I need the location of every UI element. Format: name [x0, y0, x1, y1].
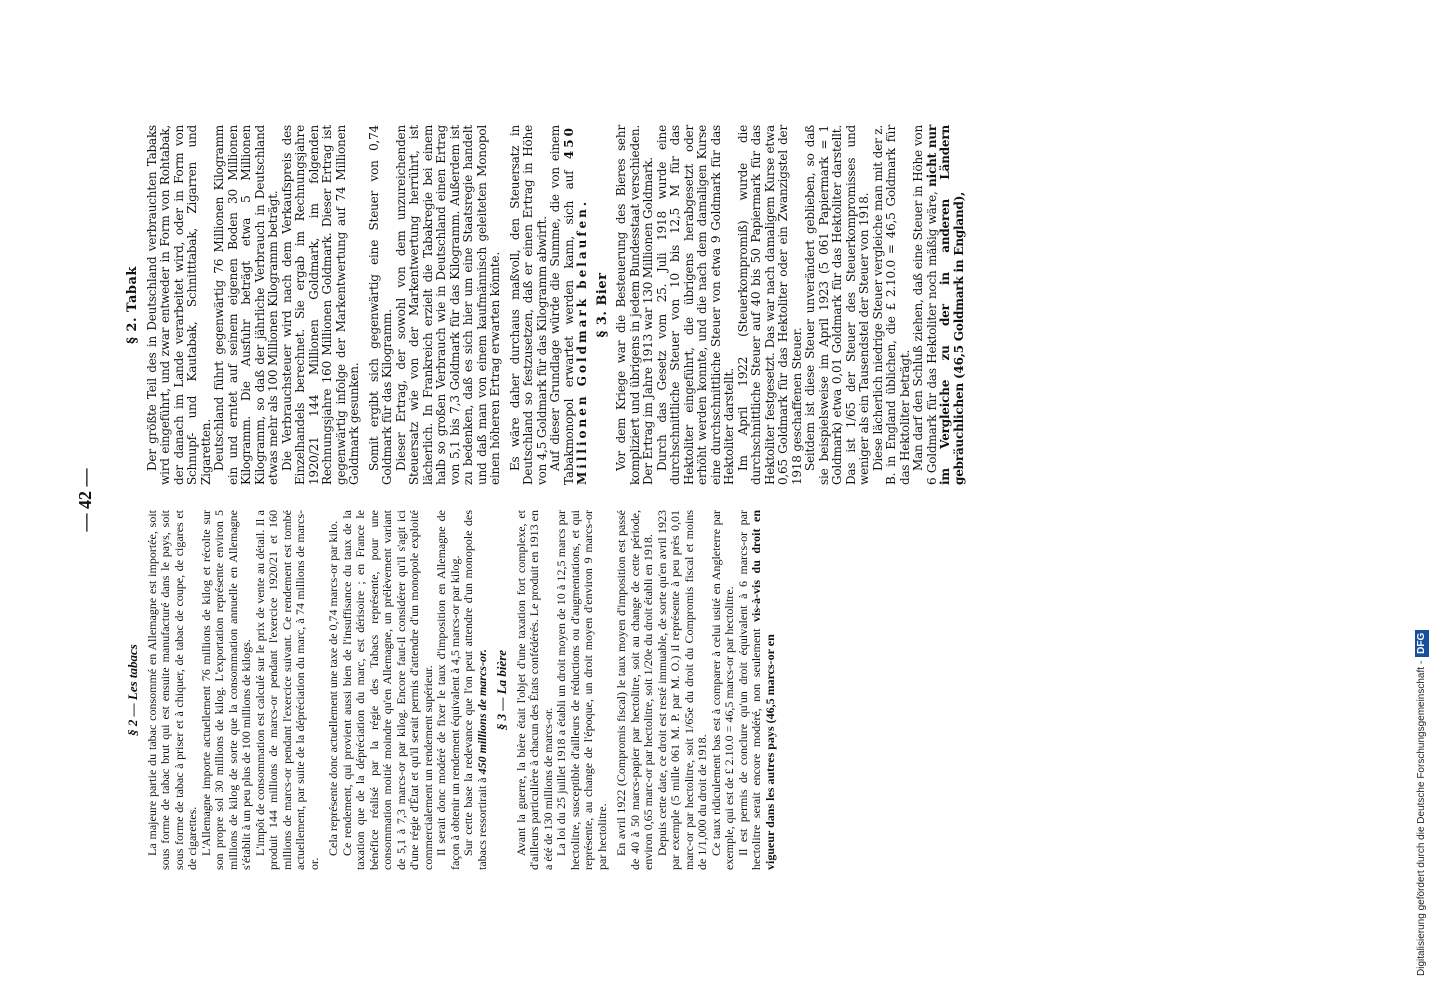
paragraph: Der größte Teil des in Deutschland verbrauchten Tabaks wird eingeführt, und zwar entweder in Form von Rohtabak, der danach im Lande verarbeitet wird, oder in Form von Schnupf- und Kautabak, Schnitttabak, Zigarren und Zigaretten.: [144, 125, 213, 485]
paragraph: La loi du 25 juillet 1918 a établi un droit moyen de 10 à 12,5 marcs par hectolitre, susceptible d'ailleurs de réductions ou d'augmentations, et qui représente, au change de l'époque, un droit moyen d'environ 9 marcs-or par hectolitre.: [554, 510, 609, 870]
german-column: [120, 125, 966, 485]
paragraph: Im April 1922 (Steuerkompromiß) wurde die durchschnittliche Steuer auf 40 bis 50 Papiermark für das Hektoliter festgesetzt. Das war nach damaligem Kurse etwa 0,65 Goldmark für das Hektoliter oder ein Zwanzigstel der 1918 geschaffenen Steuer.: [735, 125, 804, 485]
paragraph: Somit ergibt sich gegenwärtig eine Steuer von 0,74 Goldmark für das Kilogramm.: [366, 125, 394, 485]
paragraph: Es wäre daher durchaus maßvoll, den Steuersatz in Deutschland so festzusetzen, daß er einen Ertrag in Höhe von 4,5 Goldmark für das Kilogramm abwirft.: [507, 125, 549, 485]
tobacco-revenue-total: 450 Millionen Goldmark belaufen.: [561, 125, 589, 485]
french-section-2-title: § 2 — Les tabacs: [125, 644, 140, 736]
paragraph: Seitdem ist diese Steuer unverändert geblieben, so daß sie beispielsweise im April 1923 (5 061 Papiermark = 1 Goldmark) etwa 0,01 Goldmark für das Hektoliter darstellt. Das ist 1/65 der Steuer des Steuerkompromisses und weniger als ein Tausendstel der Steuer von 1918.: [803, 125, 871, 485]
tobacco-revenue-total: 450 millions de marcs-or.: [474, 649, 489, 775]
paragraph: Cela représente donc actuellement une taxe de 0,74 marcs-or par kilo.: [326, 520, 340, 856]
paragraph: La majeure partie du tabac consommé en Allemagne est importée, soit sous forme de tabac brut qui est ensuite manufacturé dans le pays, soit sous forme de tabac à priser et à chiquer, de tabac de coupe, de cigares et de cigarettes.: [144, 510, 199, 870]
paragraph: L'impôt de consommation est calculé sur le prix de vente au détail. Il a produit 144 millions de marcs-or pendant l'exercice 1920/21 et 160 millions de marcs-or pendant l'exercice suivant. Ce rendement est tombé actuellement, par suite de la dépréciation du marc, à 74 millions de marcs-or.: [252, 510, 321, 870]
german-section-2-title: § 2. Tabak: [125, 266, 140, 344]
paragraph: Avant la guerre, la bière était l'objet d'une taxation fort complexe, et d'ailleurs particulière à chacun des États confédérés. Le produit en 1913 en a été de 130 millions de marcs-or.: [513, 510, 555, 870]
french-column: [120, 510, 777, 870]
paragraph-text: Auf dieser Grundlage würde die Summe, die von einem Tabakmonopol erwartet werden kann, sich auf: [548, 125, 576, 485]
paragraph: Die Verbrauchsteuer wird nach dem Verkaufspreis des Einzelhandels berechnet. Sie ergab im Rechnungsjahre 1920/21 144 Millionen Goldmark, im folgenden Rechnungsjahre 160 Millionen Goldmark. Dieser Ertrag ist gegenwärtig infolge der Markentwertung auf 74 Millionen Goldmark gesunken.: [279, 125, 361, 485]
paragraph: L'Allemagne importe actuellement 76 millions de kilog et récolte sur son propre sol 30 millions de kilog. L'exportation représente environ 5 millions de kilog de sorte que la consommation annuelle en Allemagne s'établit à un peu plus de 100 millions de kilogs.: [198, 510, 253, 870]
paragraph: Ce taux ridiculement bas est à comparer à celui usité en Angleterre par exemple, qui est de £ 2.10.0 = 46,5 marcs-or par hectolitre.: [708, 510, 736, 870]
german-section-3-title: § 3. Bier: [594, 272, 610, 338]
dfg-logo: DFG: [1415, 630, 1429, 657]
paragraph: Depuis cette date, ce droit est resté immuable, de sorte qu'en avril 1923 par exemple (5 mille 061 M. P. par M. O.) il représente à peu près 0,01 marc-or par hectolitre, soit 1/65e du droit du Compromis fiscal et moins de 1/1,000 du droit de 1918.: [654, 510, 709, 870]
paragraph: Durch das Gesetz vom 25. Juli 1918 wurde eine durchschnittliche Steuer von 10 bis 12,5 M für das Hektoliter eingeführt, die übrigens herabgesetzt oder erhöht werden konnte, und die nach dem damaligen Kurse eine durchschnittliche Steuer von etwa 9 Goldmark für das Hektoliter darstellt.: [654, 125, 736, 485]
digitization-credit: [1412, 0, 1432, 990]
paragraph-text: Il est permis de conclure qu'un droit équivalent à 6 marcs-or par hectolitre serait encore modéré, non seulement: [735, 510, 763, 870]
paragraph: [462, 510, 489, 870]
digitization-credit-sidebar: [1410, 10, 1430, 990]
paragraph-bold-text: nicht nur im Vergleiche zu der in anderen Ländern gebräuchlichen (46,5 Goldmark in England),: [924, 125, 966, 485]
paragraph-text: Sur cette base la redevance que l'on peut attendre d'un monopole des tabacs ressortirait à: [461, 510, 489, 870]
paragraph: Ce rendement, qui provient aussi bien de l'insuffisance du taux de la taxation que de la dépréciation du marc, est dérisoire ; en France le bénéfice réalisé par la régie des Tabacs représente, pour une consommation moitié moindre qu'en Allemagne, un prélèvement variant de 5,1 à 7,3 marcs-or par kilog. Encore faut-il considérer qu'il s'agit ici d'une régie d'État et qu'il serait permis d'attendre d'un monopole exploité commercialement un rendement supérieur.: [339, 510, 435, 870]
paragraph-text: Man darf den Schluß ziehen, daß eine Steuer in Höhe von 6 Goldmark für das Hektoliter noch mäßig wäre,: [911, 125, 939, 485]
paragraph: En avril 1922 (Compromis fiscal) le taux moyen d'imposition est passé de 40 à 50 marcs-papier par hectolitre, soit au change de cette période, environ 0,65 marc-or par hectolitre, soit 1/20e du droit établi en 1918.: [614, 510, 655, 870]
paragraph: Deutschland führt gegenwärtig 76 Millionen Kilogramm ein und erntet auf seinem eigenen Boden 30 Millionen Kilogramm. Die Ausfuhr beträgt etwa 5 Millionen Kilogramm, so daß der jährliche Verbrauch in Deutschland etwas mehr als 100 Millionen Kilogramm beträgt.: [212, 125, 280, 485]
digitization-credit-text: Digitalisierung gefördert durch die Deutsche Forschungsgemeinschaft -: [1416, 660, 1427, 976]
paragraph: Diese lächerlich niedrige Steuer vergleiche man mit der z. B. in England üblichen, die £ 2.10.0 = 46,5 Goldmark für das Hektoliter beträgt.: [870, 125, 912, 485]
french-section-3-title: § 3 — La bière: [494, 649, 509, 731]
paragraph: [549, 125, 590, 485]
paragraph: Dieser Ertrag, der sowohl von dem unzureichenden Steuersatz wie von der Markentwertung herrührt, ist lächerlich. In Frankreich erzielt die Tabakregie bei einem halb so großen Verbrauch wie in Deutschland einen Ertrag von 5,1 bis 7,3 Goldmark für das Kilogramm. Außerdem ist zu bedenken, daß es sich hier um eine Staatsregie handelt und daß man von einem kaufmännisch geleiteten Monopol einen höheren Ertrag erwarten könnte.: [393, 125, 502, 485]
paragraph: [737, 510, 778, 870]
paragraph: Vor dem Kriege war die Besteuerung des Bieres sehr kompliziert und übrigens in jedem Bundesstaat verschieden. Der Ertrag im Jahre 1913 war 130 Millionen Goldmark.: [614, 125, 655, 485]
paragraph: [912, 125, 966, 485]
page-number: — 42 —: [75, 468, 95, 532]
rotated-document-page: [60, 20, 1420, 980]
paragraph-bold-text: vis-à-vis du droit en vigueur dans les autres pays (46,5 marcs-or en: [749, 509, 777, 870]
paragraph: Il serait donc modéré de fixer le taux d'imposition en Allemagne de façon à obtenir un rendement équivalent à 4,5 marcs-or par kilog.: [434, 510, 462, 870]
